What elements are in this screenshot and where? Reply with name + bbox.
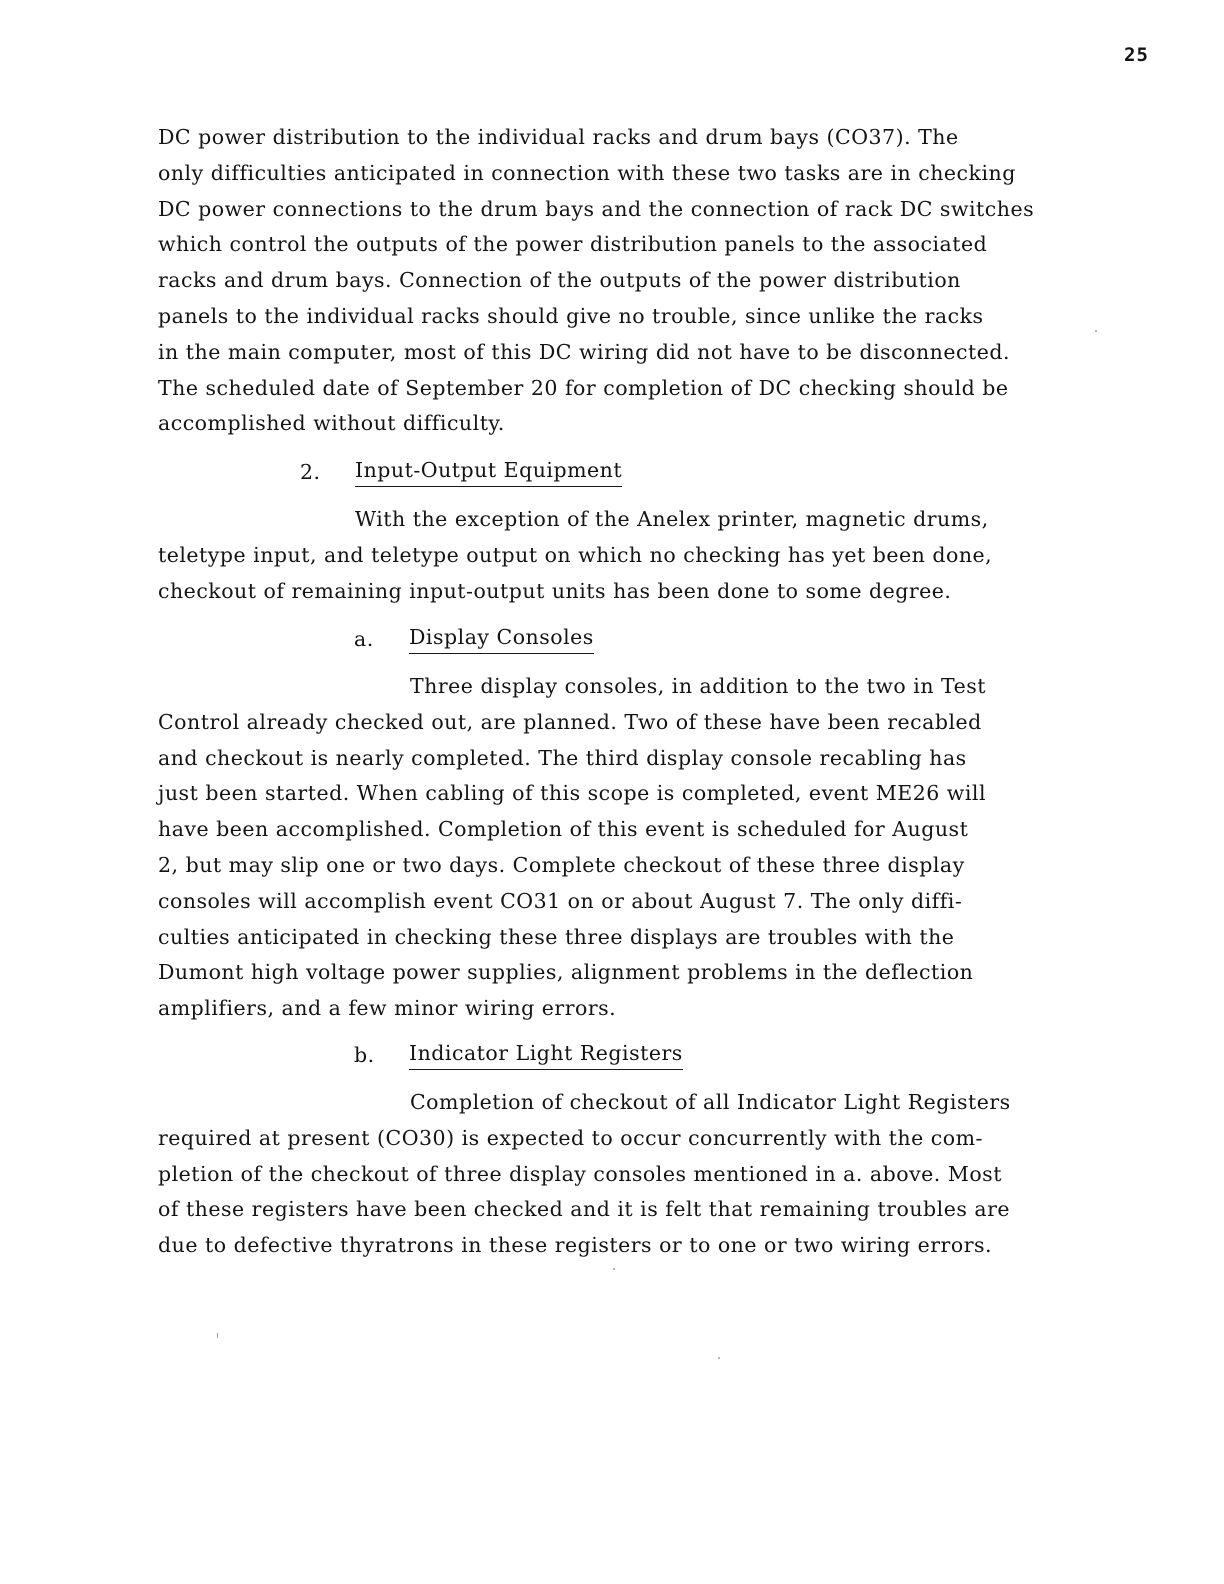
text-line: consoles will accomplish event CO31 on or about August 7. The only diffi- (158, 888, 963, 913)
text-line: amplifiers, and a few minor wiring errors. (158, 996, 617, 1021)
text-line: teletype input, and teletype output on which no checking has yet been done, (158, 542, 993, 567)
indicator-light-registers-paragraph (158, 1085, 1118, 1264)
subsection-title: Indicator Light Registers (409, 1037, 683, 1070)
subsection-heading-display-consoles (354, 621, 594, 657)
text-line: 2, but may slip one or two days. Complete checkout of these three display (158, 852, 965, 877)
text-line: Three display consoles, in addition to the two in Test (410, 674, 987, 698)
subsection-heading-indicator-light-registers (354, 1037, 683, 1073)
text-line: Dumont high voltage power supplies, alignment problems in the deflection (158, 960, 974, 985)
scan-speck (613, 1268, 615, 1270)
text-line: and checkout is nearly completed. The third display console recabling has (158, 745, 967, 770)
display-consoles-paragraph (158, 669, 1118, 1027)
text-line: have been accomplished. Completion of this event is scheduled for August (158, 817, 969, 842)
text-line: The scheduled date of September 20 for completion of DC checking should be (158, 375, 1009, 400)
text-line: of these registers have been checked and it is felt that remaining troubles are (158, 1197, 1011, 1222)
text-line: With the exception of the Anelex printer, magnetic drums, (355, 507, 989, 531)
text-line: DC power connections to the drum bays and the connection of rack DC switches (158, 196, 1035, 221)
text-line: pletion of the checkout of three display consoles mentioned in a. above. Most (158, 1161, 1002, 1186)
text-line: racks and drum bays. Connection of the outputs of the power distribution (158, 268, 961, 293)
text-line: DC power distribution to the individual racks and drum bays (CO37). The (158, 125, 959, 149)
text-line: panels to the individual racks should give no trouble, since unlike the racks (158, 303, 984, 328)
subsection-title: Display Consoles (409, 621, 594, 654)
text-line: checkout of remaining input-output units has been done to some degree. (158, 578, 952, 603)
intro-paragraph (158, 120, 1118, 442)
subsection-letter: b. (354, 1043, 375, 1067)
text-line: due to defective thyratrons in these registers or to one or two wiring errors. (158, 1233, 993, 1258)
section-number: 2. (300, 460, 321, 484)
text-line: only difficulties anticipated in connection with these two tasks are in checking (158, 160, 1016, 185)
scan-speck (718, 1357, 720, 1359)
section-heading-input-output (300, 454, 623, 490)
scan-speck (1095, 330, 1097, 332)
text-line: in the main computer, most of this DC wiring did not have to be disconnected. (158, 339, 1011, 364)
text-line: required at present (CO30) is expected to occur concurrently with the com- (158, 1125, 983, 1150)
subsection-letter: a. (354, 627, 374, 651)
section-title: Input-Output Equipment (355, 454, 622, 487)
scan-speck (217, 1333, 218, 1338)
text-line: accomplished without difficulty. (158, 411, 505, 436)
page-number: 25 (1124, 44, 1149, 66)
text-line: just been started. When cabling of this scope is completed, event ME26 will (158, 781, 987, 806)
text-line: Control already checked out, are planned. Two of these have been recabled (158, 709, 982, 734)
input-output-paragraph (158, 502, 1118, 609)
text-line: Completion of checkout of all Indicator Light Registers (410, 1090, 1011, 1114)
text-line: culties anticipated in checking these three displays are troubles with the (158, 924, 955, 949)
text-line: which control the outputs of the power distribution panels to the associated (158, 232, 988, 257)
